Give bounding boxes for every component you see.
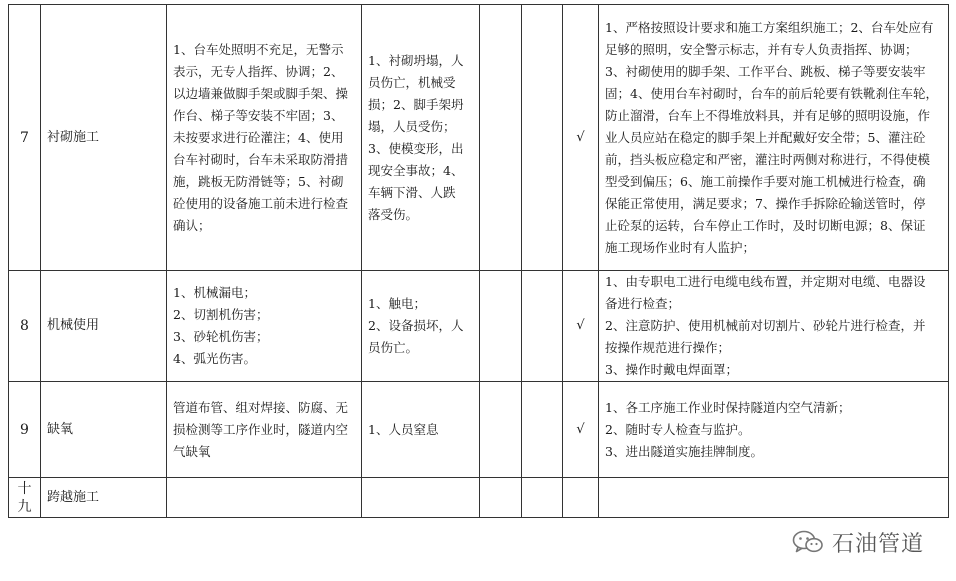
text-line: 员伤亡，机械受 (368, 74, 456, 90)
watermark (792, 525, 924, 559)
row-number-cell (9, 382, 41, 478)
text-line: 施，跳板无防滑链等；5、衬砌 (173, 173, 344, 189)
check-mark-cell (563, 478, 599, 518)
text-line: 1、各工序施工作业时保持隧道内空气清新； (605, 399, 851, 415)
wechat-icon (792, 529, 824, 555)
text-line: 备进行检查； (605, 296, 681, 311)
control-measures-cell (599, 382, 949, 478)
text-line: 确认； (173, 217, 211, 233)
consequence-cell (362, 271, 480, 382)
text-line: 车辆下滑、人跌 (368, 184, 456, 200)
empty-cell (480, 478, 522, 518)
text-line: 止砼泵的运转，台车停止工作时，及时切断电源；8、保证 (605, 217, 926, 233)
text-line: 以边墙兼做脚手架或脚手架、操 (173, 85, 349, 101)
text-line: 1、台车处照明不充足，无警示 (173, 41, 344, 57)
empty-cell (480, 5, 522, 271)
table-row (9, 5, 949, 271)
work-item-cell: 跨越施工 (41, 478, 167, 518)
hazard-source-cell (167, 271, 362, 382)
control-measures-cell (599, 5, 949, 271)
text-line: 台车衬砌时，台车未采取防滑措 (173, 151, 349, 167)
table-row (9, 271, 949, 382)
text-line: 9 (20, 421, 29, 438)
text-line: 损；2、脚手架坍 (368, 96, 464, 112)
text-line: 管道布管、组对焊接、防腐、无 (173, 399, 349, 415)
empty-cell (480, 271, 522, 382)
text-line: 保能正常使用，满足要求；7、操作手拆除砼输送管时，停 (605, 195, 926, 211)
watermark-text: 石油管道 (832, 531, 925, 557)
risk-assessment-table (8, 4, 949, 518)
text-line: 1、严格按照设计要求和施工方案组织施工；2、台车处应有 (605, 19, 934, 35)
text-line: 现安全事故；4、 (368, 162, 464, 178)
text-line: 未按要求进行砼灌注；4、使用 (173, 129, 344, 145)
text-line: 2、切割机伤害； (173, 307, 269, 322)
work-item-cell: 缺氧 (41, 382, 167, 478)
risk-table-sheet (8, 4, 948, 515)
text-line: 作台、梯子等安装不牢固；3、 (173, 107, 344, 123)
text-line: 1、人员窒息 (368, 421, 439, 437)
hazard-source-cell (167, 478, 362, 518)
text-line: 员伤亡。 (368, 340, 419, 355)
empty-cell (522, 382, 563, 478)
text-line: 气缺氧 (173, 443, 211, 459)
text-line: 3、使模变形，出 (368, 140, 464, 156)
consequence-cell (362, 478, 480, 518)
control-measures-cell (599, 478, 949, 518)
text-line: 前，挡头板应稳定和严密，灌注时两侧对称进行，不得使模 (605, 151, 931, 167)
text-line: 型受到偏压；6、施工前操作手要对施工机械进行检查，确 (605, 173, 926, 189)
empty-cell (522, 5, 563, 271)
text-line: 4、弧光伤害。 (173, 351, 256, 366)
text-line: 1、衬砌坍塌，人 (368, 52, 464, 68)
text-line: 8 (20, 318, 29, 334)
row-number-cell (9, 5, 41, 271)
row-number-cell (9, 478, 41, 518)
text-line: 损检测等工序作业时，隧道内空 (173, 421, 349, 437)
text-line: 7 (20, 129, 29, 146)
text-line: 砼使用的设备施工前未进行检查 (173, 195, 349, 211)
work-item-cell: 衬砌施工 (41, 5, 167, 271)
table-row (9, 382, 949, 478)
text-line: 3、砂轮机伤害； (173, 329, 269, 344)
consequence-cell (362, 382, 480, 478)
control-measures-cell (599, 271, 949, 382)
text-line: 九 (17, 498, 32, 515)
empty-cell (480, 382, 522, 478)
empty-cell (522, 271, 563, 382)
text-line: 按操作规范进行操作； (605, 340, 731, 355)
hazard-source-cell (167, 5, 362, 271)
text-line: 3、操作时戴电焊面罩； (605, 362, 738, 377)
text-line: 2、随时专人检查与监护。 (605, 421, 751, 437)
text-line: 防止溜滑，台车上不得堆放料具，并有足够的照明设施，作 (605, 107, 931, 123)
work-item-cell: 机械使用 (41, 271, 167, 382)
text-line: 1、机械漏电； (173, 285, 256, 300)
text-line: 业人员应站在稳定的脚手架上并配戴好安全带；5、灌注砼 (605, 129, 926, 145)
text-line: 塌，人员受伤； (368, 118, 456, 134)
table-row (9, 478, 949, 518)
consequence-cell (362, 5, 480, 271)
hazard-source-cell (167, 382, 362, 478)
text-line: 2、设备损坏，人 (368, 318, 464, 333)
text-line: 2、注意防护、使用机械前对切割片、砂轮片进行检查，并 (605, 318, 926, 333)
text-line: 3、进出隧道实施挂牌制度。 (605, 443, 763, 459)
check-mark-cell: √ (563, 382, 599, 478)
text-line: 1、由专职电工进行电缆电线布置，并定期对电缆、电器设 (605, 274, 926, 289)
text-line: 落受伤。 (368, 206, 419, 222)
text-line: 1、触电； (368, 296, 426, 311)
empty-cell (522, 478, 563, 518)
text-line: 施工现场作业时有人监护； (605, 239, 756, 255)
text-line: 足够的照明，安全警示标志，并有专人负责指挥、协调； (605, 41, 918, 57)
text-line: 固；4、使用台车衬砌时，台车的前后轮要有铁靴刹住车轮， (605, 85, 938, 101)
check-mark-cell: √ (563, 271, 599, 382)
text-line: 3、衬砌使用的脚手架、工作平台、跳板、梯子等要安装牢 (605, 63, 926, 79)
text-line: 十 (17, 480, 32, 497)
text-line: 表示，无专人指挥、协调；2、 (173, 63, 344, 79)
check-mark-cell: √ (563, 5, 599, 271)
row-number-cell (9, 271, 41, 382)
